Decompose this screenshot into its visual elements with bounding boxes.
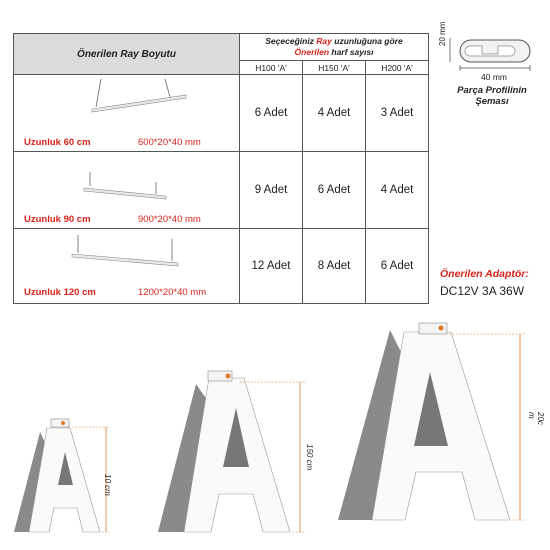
letter-a-large [338, 323, 525, 520]
medium-height-label: 150 cm [305, 444, 314, 471]
profile-caption: Parça Profilinin Şeması [457, 85, 527, 107]
rail-size-120: 1200*20*40 mm [138, 287, 207, 298]
rail-length-90: Uzunluk 90 cm [24, 214, 91, 225]
count-cell: 8 Adet [303, 229, 366, 304]
rail-cell-60 [14, 75, 240, 152]
column-header-h150: H150 'A' [303, 61, 366, 75]
rail-length-60: Uzunluk 60 cm [24, 137, 91, 148]
rail-length-120: Uzunluk 120 cm [24, 287, 96, 298]
count-cell: 6 Adet [366, 229, 429, 304]
letter-count-header: Seçeceğiniz Ray uzunluğuna göre Önerilen harf sayısı [240, 34, 429, 61]
profile-height-label: 20 mm [438, 21, 447, 46]
adapter-label: Önerilen Adaptör: [440, 268, 529, 280]
column-header-h200: H200 'A' [366, 61, 429, 75]
count-cell: 6 Adet [303, 152, 366, 229]
count-cell: 12 Adet [240, 229, 303, 304]
rail-size-header: Önerilen Ray Boyutu [14, 34, 240, 75]
profile-width-label: 40 mm [481, 72, 507, 82]
rail-cell-120 [14, 229, 240, 304]
count-cell: 3 Adet [366, 75, 429, 152]
count-cell: 9 Adet [240, 152, 303, 229]
small-height-label: 10 cm [103, 474, 112, 496]
rail-size-60: 600*20*40 mm [138, 137, 201, 148]
rail-cell-90 [14, 152, 240, 229]
count-cell: 6 Adet [240, 75, 303, 152]
count-cell: 4 Adet [303, 75, 366, 152]
letter-a-medium [158, 371, 305, 532]
rail-size-90: 900*20*40 mm [138, 214, 201, 225]
letter-a-small [14, 419, 110, 532]
letters-illustration [0, 300, 550, 550]
column-header-h100: H100 'A' [240, 61, 303, 75]
adapter-value: DC12V 3A 36W [440, 284, 525, 298]
count-cell: 4 Adet [366, 152, 429, 229]
rail-spec-table [13, 33, 429, 304]
large-height-label: 20c m [527, 412, 545, 425]
